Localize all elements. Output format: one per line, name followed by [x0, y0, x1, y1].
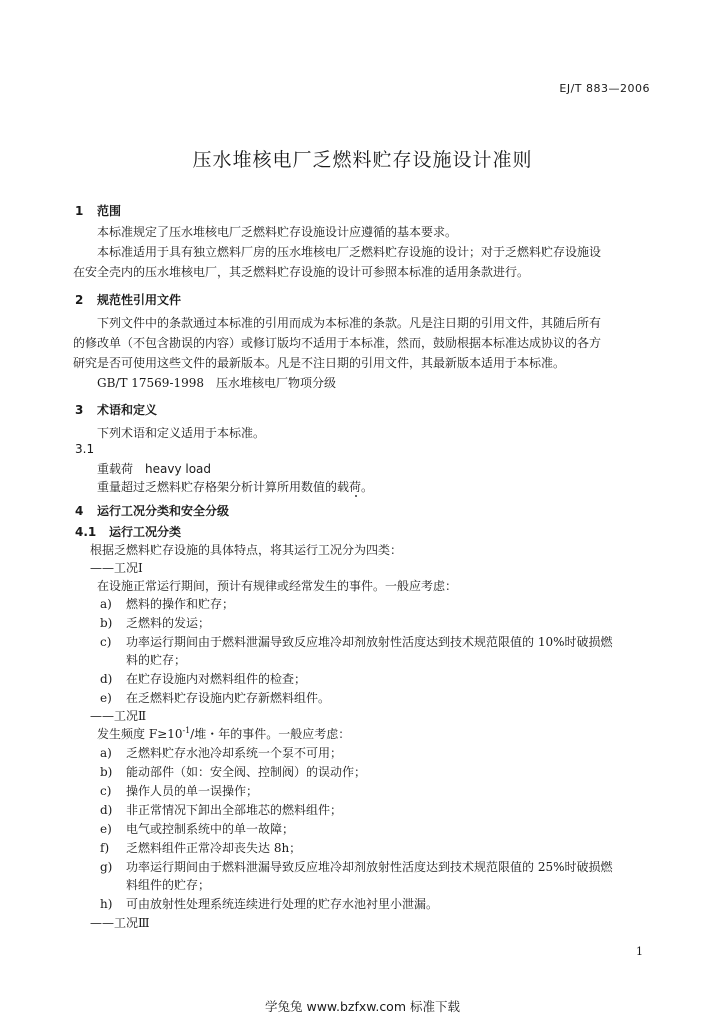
paragraph: 本标准适用于具有独立燃料厂房的压水堆核电厂乏燃料贮存设施的设计；对于乏燃料贮存设施设 [97, 245, 602, 259]
list-letter: g) [100, 860, 113, 874]
subsection-number: 4.1 [75, 525, 97, 539]
list-item [100, 782, 258, 799]
section-1-heading [75, 202, 121, 219]
list-letter: e) [100, 822, 112, 836]
list-item-cont: 料的贮存； [126, 653, 187, 667]
section-title: 规范性引用文件 [97, 293, 182, 307]
list-item [100, 689, 330, 706]
subsection-4-1-heading [75, 523, 181, 540]
condition-label: ——工况Ⅰ [90, 561, 143, 575]
footer-watermark: 学兔兔 www.bzfxw.com 标准下载 [265, 999, 460, 1014]
list-item [100, 858, 613, 875]
list-letter: d) [100, 803, 113, 817]
condition-description [97, 725, 350, 742]
subsection-title: 运行工况分类 [109, 525, 182, 539]
list-text: 功率运行期间由于燃料泄漏导致反应堆冷却剂放射性活度达到技术规范限值的 10%时破损燃 [126, 635, 613, 649]
paragraph-cont: 研究是否可使用这些文件的最新版本。凡是不注日期的引用文件，其最新版本适用于本标准。 [73, 356, 566, 370]
list-letter: d) [100, 672, 113, 686]
list-text: 乏燃料贮存水池冷却系统一个泵不可用； [126, 746, 343, 760]
list-text: 能动部件（如：安全阀、控制阀）的误动作； [126, 765, 367, 779]
scan-speck [355, 495, 357, 497]
section-title: 范围 [97, 204, 122, 218]
paragraph: 本标准规定了压水堆核电厂乏燃料贮存设施设计应遵循的基本要求。 [97, 225, 458, 239]
list-letter: a) [100, 597, 112, 611]
condition-label: ——工况Ⅲ [90, 916, 150, 930]
page-number: 1 [636, 945, 643, 958]
list-text: 燃料的操作和贮存； [126, 597, 235, 611]
condition-label: ——工况Ⅱ [90, 709, 147, 723]
list-item [100, 820, 294, 837]
section-number: 3 [75, 403, 84, 417]
section-title: 运行工况分类和安全分级 [97, 504, 230, 518]
list-item [100, 839, 301, 856]
paragraph-cont: 的修改单（不包含勘误的内容）或修订版均不适用于本标准，然而，鼓励根据本标准达成协议的各方 [73, 336, 602, 350]
term: 重载荷 heavy load [97, 462, 212, 476]
paragraph: 下列文件中的条款通过本标准的引用而成为本标准的条款。凡是注日期的引用文件，其随后所有 [97, 316, 602, 330]
list-item [100, 670, 306, 687]
list-item [100, 895, 438, 912]
list-item [100, 763, 366, 780]
list-letter: b) [100, 616, 113, 630]
list-text: 在贮存设施内对燃料组件的检查； [126, 672, 307, 686]
section-4-heading [75, 502, 229, 519]
list-letter: c) [100, 635, 112, 649]
list-item [100, 633, 613, 650]
desc-exponent: -1 [182, 726, 191, 735]
list-text: 电气或控制系统中的单一故障； [126, 822, 295, 836]
section-number: 4 [75, 504, 84, 518]
list-item-cont: 料组件的贮存； [126, 878, 211, 892]
list-letter: a) [100, 746, 112, 760]
section-number: 1 [75, 204, 84, 218]
term-definition: 重量超过乏燃料贮存格架分析计算所用数值的载荷。 [97, 480, 374, 494]
page-title: 压水堆核电厂乏燃料贮存设施设计准则 [192, 149, 533, 171]
desc-post: /堆・年的事件。一般应考虑： [190, 727, 351, 741]
normative-reference: GB/T 17569-1998 压水堆核电厂物项分级 [97, 376, 337, 390]
list-item [100, 801, 342, 818]
list-text: 在乏燃料贮存设施内贮存新燃料组件。 [126, 691, 331, 705]
list-text: 乏燃料组件正常冷却丧失达 8h； [126, 841, 302, 855]
list-text: 非正常情况下卸出全部堆芯的燃料组件； [126, 803, 343, 817]
desc-pre: 发生频度 F≥10 [97, 727, 183, 741]
list-text: 操作人员的单一误操作； [126, 784, 259, 798]
paragraph-cont: 在安全壳内的压水堆核电厂，其乏燃料贮存设施的设计可参照本标准的适用条款进行。 [73, 265, 530, 279]
list-item [100, 614, 210, 631]
subsection-number: 3.1 [75, 442, 95, 456]
list-text: 可由放射性处理系统连续进行处理的贮存水池衬里小泄漏。 [126, 897, 439, 911]
section-number: 2 [75, 293, 84, 307]
list-letter: f) [100, 841, 110, 855]
list-letter: c) [100, 784, 112, 798]
list-item [100, 744, 342, 761]
section-3-heading [75, 401, 157, 418]
paragraph: 下列术语和定义适用于本标准。 [97, 426, 266, 440]
condition-description: 在设施正常运行期间，预计有规律或经常发生的事件。一般应考虑： [97, 579, 458, 593]
doc-number: EJ/T 883—2006 [559, 82, 650, 95]
list-letter: b) [100, 765, 113, 779]
paragraph: 根据乏燃料贮存设施的具体特点，将其运行工况分为四类： [90, 543, 403, 557]
section-2-heading [75, 291, 181, 308]
list-letter: e) [100, 691, 112, 705]
section-title: 术语和定义 [97, 403, 158, 417]
list-item [100, 595, 234, 612]
list-text: 乏燃料的发运； [126, 616, 211, 630]
list-text: 功率运行期间由于燃料泄漏导致反应堆冷却剂放射性活度达到技术规范限值的 25%时破损燃 [126, 860, 613, 874]
list-letter: h) [100, 897, 113, 911]
